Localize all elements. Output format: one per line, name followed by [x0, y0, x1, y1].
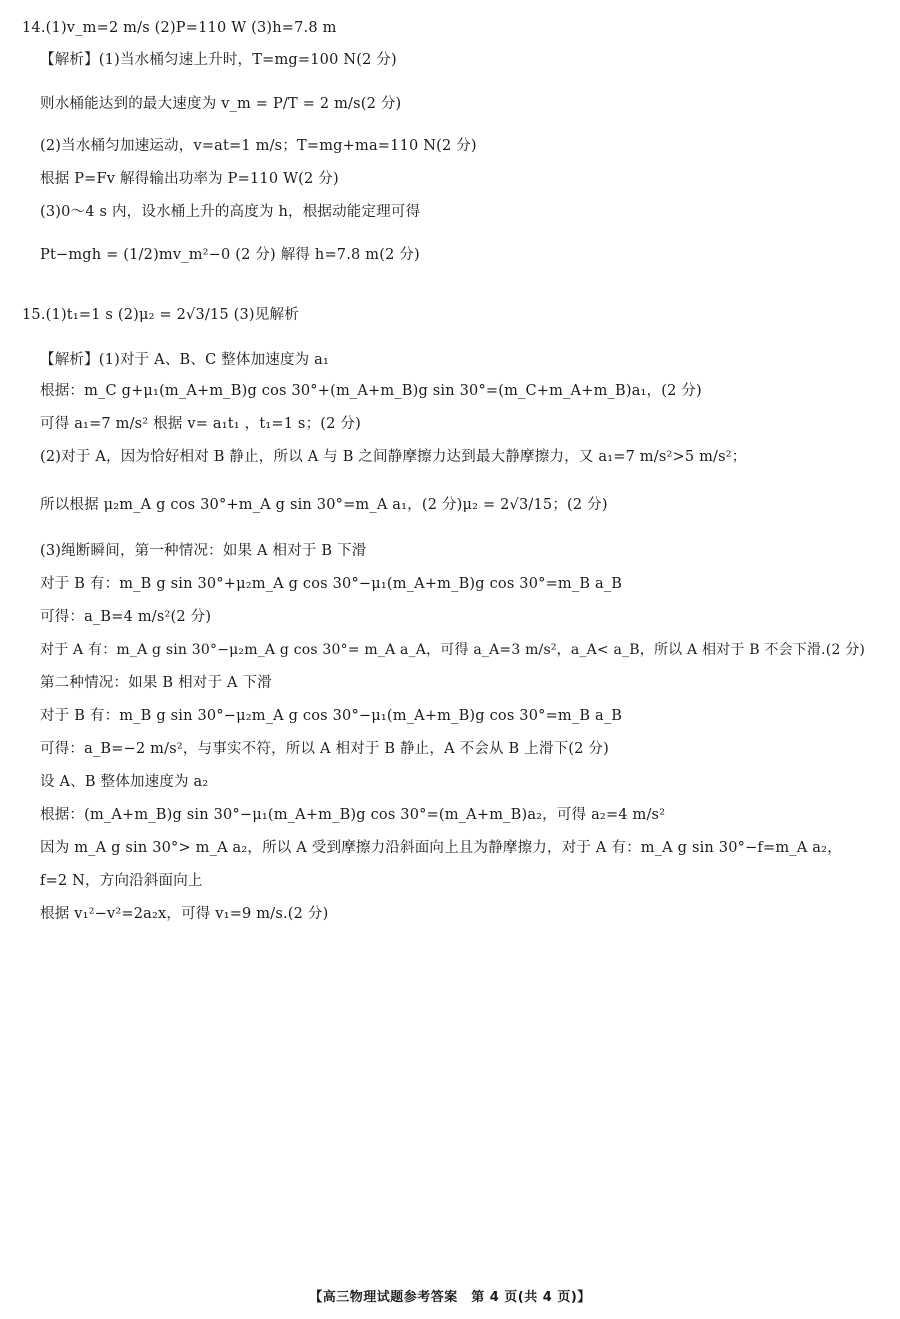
q15-line-4: (2)对于 A，因为恰好相对 B 静止，所以 A 与 B 之间静摩擦力达到最大静摩擦力，又 a₁=7 m/s²>5 m/s²；: [40, 449, 747, 465]
q14-header: 14.(1)v_m=2 m/s (2)P=110 W (3)h=7.8 m: [22, 20, 337, 36]
q14-line-6: Pt−mgh = (1/2)mv_m²−0 (2 分) 解得 h=7.8 m(2 分): [40, 247, 420, 263]
q15-line-1: 【解析】(1)对于 A、B、C 整体加速度为 a₁: [40, 352, 330, 368]
q15-line-17: 根据 v₁²−v²=2a₂x，可得 v₁=9 m/s.(2 分): [40, 906, 329, 922]
q15-line-9: 对于 A 有：m_A g sin 30°−μ₂m_A g cos 30°= m_A a_A，可得 a_A=3 m/s²，a_A< a_B，所以 A 相对于 B 不会下滑.(2 分): [40, 642, 866, 658]
page-footer: 【高三物理试题参考答案 第 4 页(共 4 页)】: [309, 1290, 591, 1305]
q15-line-2: 根据：m_C g+μ₁(m_A+m_B)g cos 30°+(m_A+m_B)g sin 30°=(m_C+m_A+m_B)a₁，(2 分): [40, 383, 702, 399]
q14-line-3: (2)当水桶匀加速运动，v=at=1 m/s；T=mg+ma=110 N(2 分): [40, 138, 477, 154]
q14-line-5: (3)0～4 s 内，设水桶上升的高度为 h，根据动能定理可得: [40, 204, 421, 220]
q15-line-8: 可得：a_B=4 m/s²(2 分): [40, 609, 212, 625]
q15-line-10: 第二种情况：如果 B 相对于 A 下滑: [40, 675, 272, 691]
q15-line-13: 设 A、B 整体加速度为 a₂: [40, 774, 209, 790]
q15-line-6: (3)绳断瞬间，第一种情况：如果 A 相对于 B 下滑: [40, 543, 367, 559]
q15-line-3: 可得 a₁=7 m/s² 根据 v= a₁t₁ ，t₁=1 s；(2 分): [40, 416, 361, 432]
q15-line-16: f=2 N，方向沿斜面向上: [40, 873, 203, 889]
q15-line-14: 根据：(m_A+m_B)g sin 30°−μ₁(m_A+m_B)g cos 30°=(m_A+m_B)a₂，可得 a₂=4 m/s²: [40, 807, 666, 823]
q14-line-4: 根据 P=Fv 解得输出功率为 P=110 W(2 分): [40, 171, 339, 187]
q15-line-15: 因为 m_A g sin 30°> m_A a₂，所以 A 受到摩擦力沿斜面向上且为静摩擦力，对于 A 有：m_A g sin 30°−f=m_A a₂，: [40, 840, 842, 856]
q15-line-7: 对于 B 有：m_B g sin 30°+μ₂m_A g cos 30°−μ₁(m_A+m_B)g cos 30°=m_B a_B: [40, 576, 623, 592]
q15-header: 15.(1)t₁=1 s (2)μ₂ = 2√3/15 (3)见解析: [22, 307, 299, 323]
q14-line-2: 则水桶能达到的最大速度为 v_m = P/T = 2 m/s(2 分): [40, 96, 402, 112]
q15-line-5: 所以根据 μ₂m_A g cos 30°+m_A g sin 30°=m_A a₁，(2 分)μ₂ = 2√3/15；(2 分): [40, 497, 608, 513]
q15-line-11: 对于 B 有：m_B g sin 30°−μ₂m_A g cos 30°−μ₁(m_A+m_B)g cos 30°=m_B a_B: [40, 708, 623, 724]
q15-line-12: 可得：a_B=−2 m/s²，与事实不符，所以 A 相对于 B 静止，A 不会从 B 上滑下(2 分): [40, 741, 609, 757]
q14-line-1: 【解析】(1)当水桶匀速上升时，T=mg=100 N(2 分): [40, 52, 397, 68]
